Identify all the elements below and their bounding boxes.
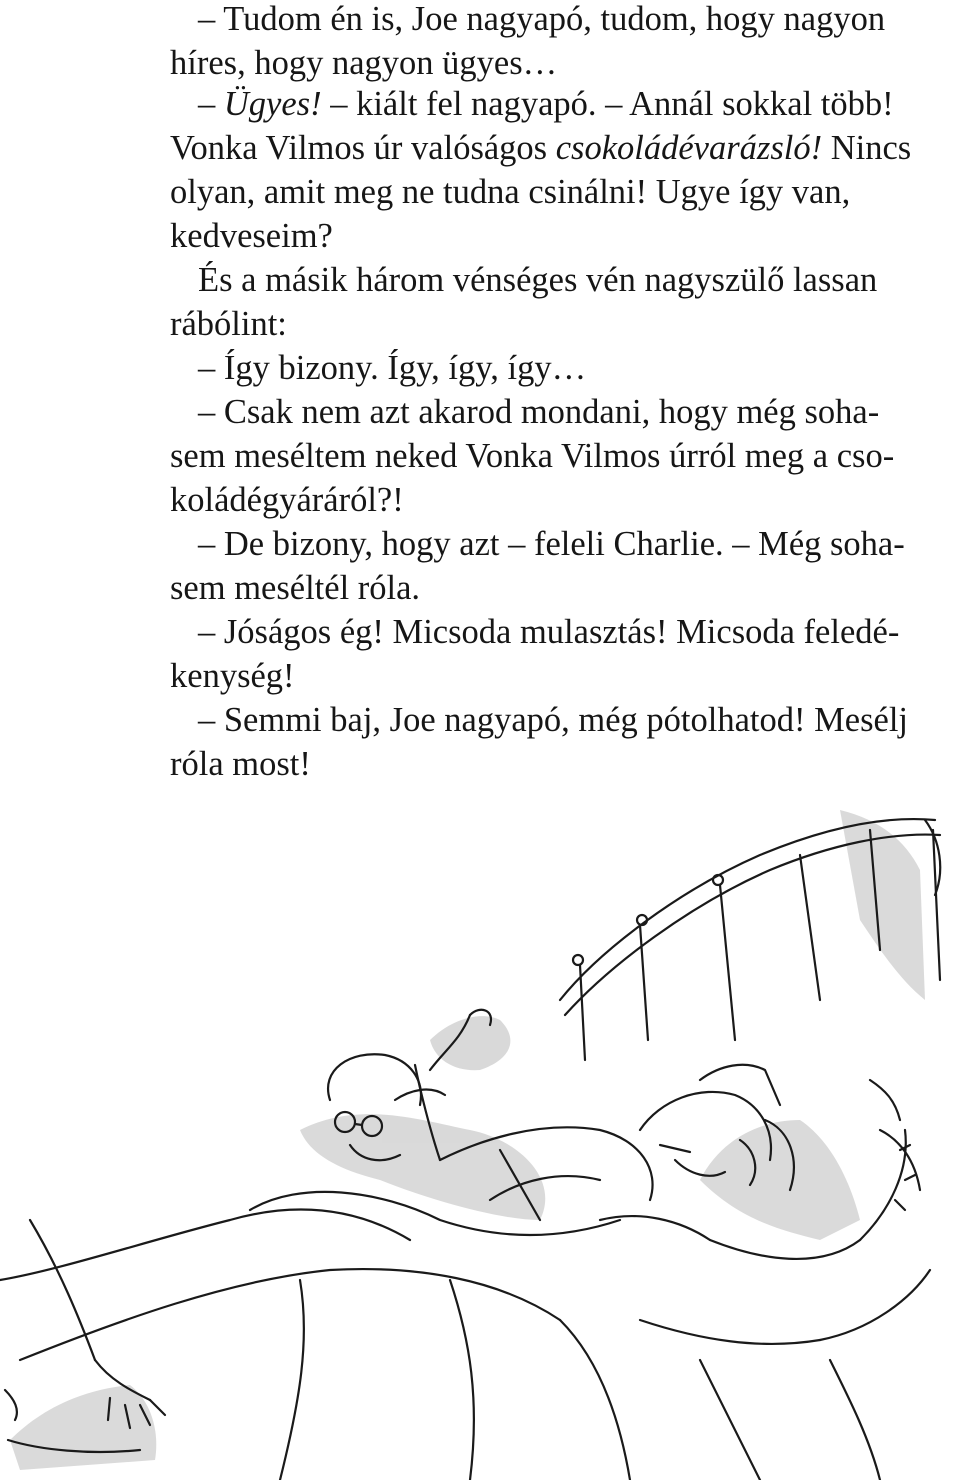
text-line-16: kenység! bbox=[170, 657, 295, 695]
text-line-13: – De bizony, hogy azt – feleli Charlie. – Még soha- bbox=[198, 525, 905, 563]
emphasis-csokoladevarazslo: csokoládévarázsló! bbox=[555, 129, 823, 167]
text-line-4: Vonka Vilmos úr valóságos csokoládévarázsló! Nincs bbox=[170, 129, 912, 167]
text-line-11: sem meséltem neked Vonka Vilmos úrról meg a cso- bbox=[170, 437, 895, 475]
text-line-1: – Tudom én is, Joe nagyapó, tudom, hogy nagyon bbox=[198, 0, 886, 38]
text-line-8: rábólint: bbox=[170, 305, 287, 343]
text-line-18: róla most! bbox=[170, 745, 311, 783]
text-line-10: – Csak nem azt akarod mondani, hogy még soha- bbox=[198, 393, 880, 431]
text-line-9: – Így bizony. Így, így, így… bbox=[198, 349, 587, 387]
text-line-15: – Jóságos ég! Micsoda mulasztás! Micsoda feledé- bbox=[198, 613, 900, 651]
text-line-2: híres, hogy nagyon ügyes… bbox=[170, 44, 558, 82]
text-line-17: – Semmi baj, Joe nagyapó, még pótolhatod! Mesélj bbox=[198, 701, 908, 739]
text-line-7: És a másik három vénséges vén nagyszülő lassan bbox=[198, 261, 878, 299]
text-line-6: kedveseim? bbox=[170, 217, 333, 255]
emphasis-ugyes: Ügyes! bbox=[223, 85, 322, 123]
text-line-5: olyan, amit meg ne tudna csinálni! Ugye így van, bbox=[170, 173, 851, 211]
text-line-3: – Ügyes! – kiált fel nagyapó. – Annál sokkal több! bbox=[198, 85, 894, 123]
grandparents-in-bed-sketch-icon bbox=[0, 800, 960, 1480]
text-line-14: sem meséltél róla. bbox=[170, 569, 421, 607]
text-line-12: koládégyáráról?! bbox=[170, 481, 404, 519]
